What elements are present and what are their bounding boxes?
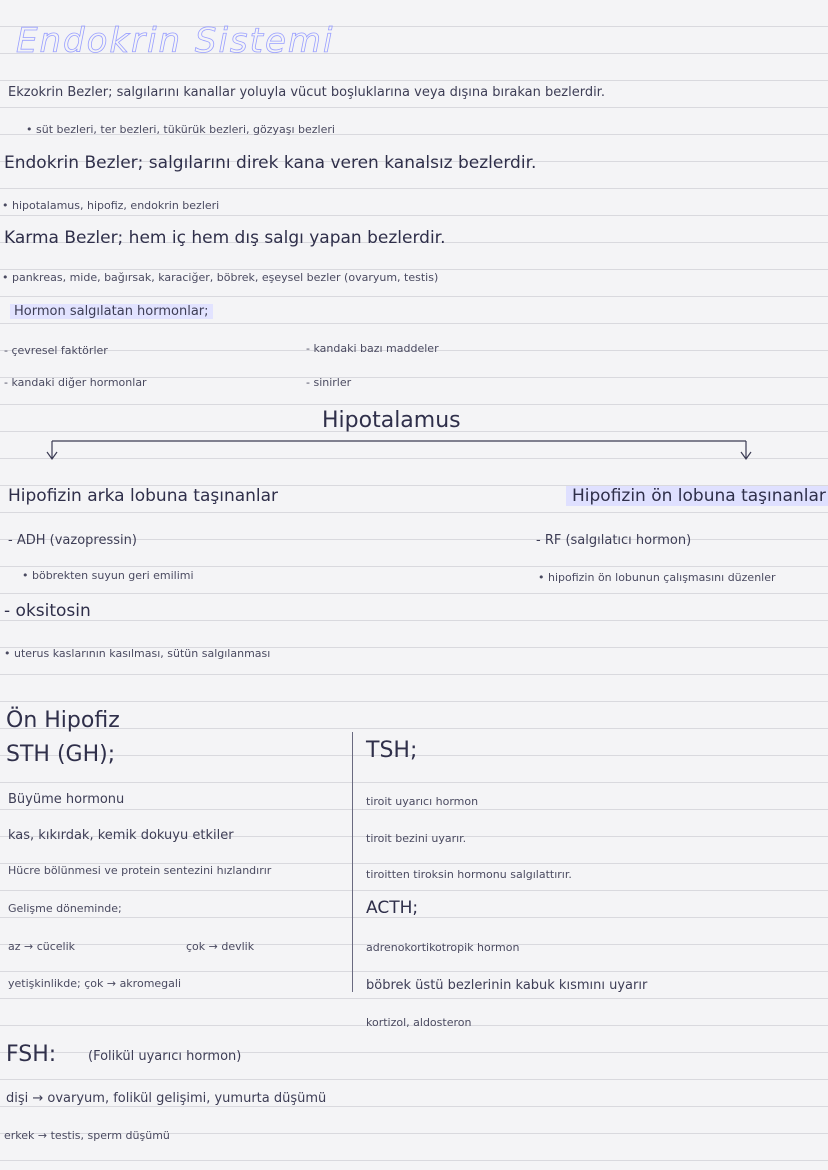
- acth-line: böbrek üstü bezlerinin kabuk kısmını uyarır: [366, 978, 648, 993]
- adh-desc: • böbrekten suyun geri emilimi: [22, 569, 194, 582]
- acth-heading: ACTH;: [366, 898, 419, 918]
- on-hipofiz-title: Ön Hipofiz: [6, 708, 120, 733]
- sth-line: Gelişme döneminde;: [8, 902, 122, 915]
- endokrin-definition: Endokrin Bezler; salgılarını direk kana veren kanalsız bezlerdir.: [4, 153, 537, 173]
- tsh-line: tiroitten tiroksin hormonu salgılattırır.: [366, 868, 572, 881]
- factor-item: - kandaki diğer hormonlar: [4, 376, 147, 389]
- factor-item: - kandaki bazı maddeler: [306, 342, 439, 355]
- acth-line: kortizol, aldosteron: [366, 1016, 472, 1029]
- sth-az: az → cücelik: [8, 940, 76, 953]
- hormon-heading-text: Hormon salgılatan hormonlar;: [10, 304, 213, 319]
- fsh-disi: dişi → ovaryum, folikül gelişimi, yumurta düşümü: [6, 1091, 327, 1106]
- fsh-erkek: erkek → testis, sperm düşümü: [4, 1129, 170, 1142]
- hipotalamus-title: Hipotalamus: [322, 408, 461, 433]
- sth-yetiskin: yetişkinlikde; çok → akromegali: [8, 977, 182, 990]
- tsh-heading: TSH;: [366, 738, 418, 763]
- tsh-line: tiroit bezini uyarır.: [366, 832, 467, 845]
- sth-cok: çok → devlik: [186, 940, 255, 953]
- acth-line: adrenokortikotropik hormon: [366, 941, 520, 954]
- sth-line: Hücre bölünmesi ve protein sentezini hızlandırır: [8, 864, 272, 877]
- rf-label: - RF (salgılatıcı hormon): [536, 533, 692, 548]
- karma-definition: Karma Bezler; hem iç hem dış salgı yapan bezlerdir.: [4, 228, 446, 248]
- sth-line: kas, kıkırdak, kemik dokuyu etkiler: [8, 828, 234, 843]
- karma-examples: • pankreas, mide, bağırsak, karaciğer, böbrek, eşeysel bezler (ovaryum, testis): [2, 271, 439, 284]
- on-lob-heading-text: Hipofizin ön lobuna taşınanlar: [566, 486, 828, 506]
- hipotalamus-bracket: [0, 0, 828, 470]
- ekzokrin-definition: Ekzokrin Bezler; salgılarını kanallar yoluyla vücut boşluklarına veya dışına bırakan bezlerdir.: [8, 85, 605, 100]
- ekzokrin-examples: • süt bezleri, ter bezleri, tükürük bezleri, gözyaşı bezleri: [26, 123, 335, 136]
- fsh-subtitle: (Folikül uyarıcı hormon): [88, 1049, 242, 1064]
- column-divider: [352, 732, 353, 992]
- sth-line: Büyüme hormonu: [8, 792, 125, 807]
- on-lob-heading: [566, 488, 828, 505]
- tsh-line: tiroit uyarıcı hormon: [366, 795, 479, 808]
- factor-item: - çevresel faktörler: [4, 344, 108, 357]
- sth-heading: STH (GH);: [6, 742, 116, 767]
- adh-label: - ADH (vazopressin): [8, 533, 137, 548]
- oksitosin-desc: • uterus kaslarının kasılması, sütün salgılanması: [4, 647, 271, 660]
- fsh-heading: FSH:: [6, 1042, 57, 1067]
- rf-desc: • hipofizin ön lobunun çalışmasını düzenler: [538, 571, 776, 584]
- page-title: Endokrin Sistemi: [16, 21, 335, 61]
- endokrin-examples: • hipotalamus, hipofiz, endokrin bezleri: [2, 199, 220, 212]
- arka-lob-heading: Hipofizin arka lobuna taşınanlar: [8, 486, 279, 506]
- factor-item: - sinirler: [306, 376, 352, 389]
- oksitosin-label: - oksitosin: [4, 601, 91, 621]
